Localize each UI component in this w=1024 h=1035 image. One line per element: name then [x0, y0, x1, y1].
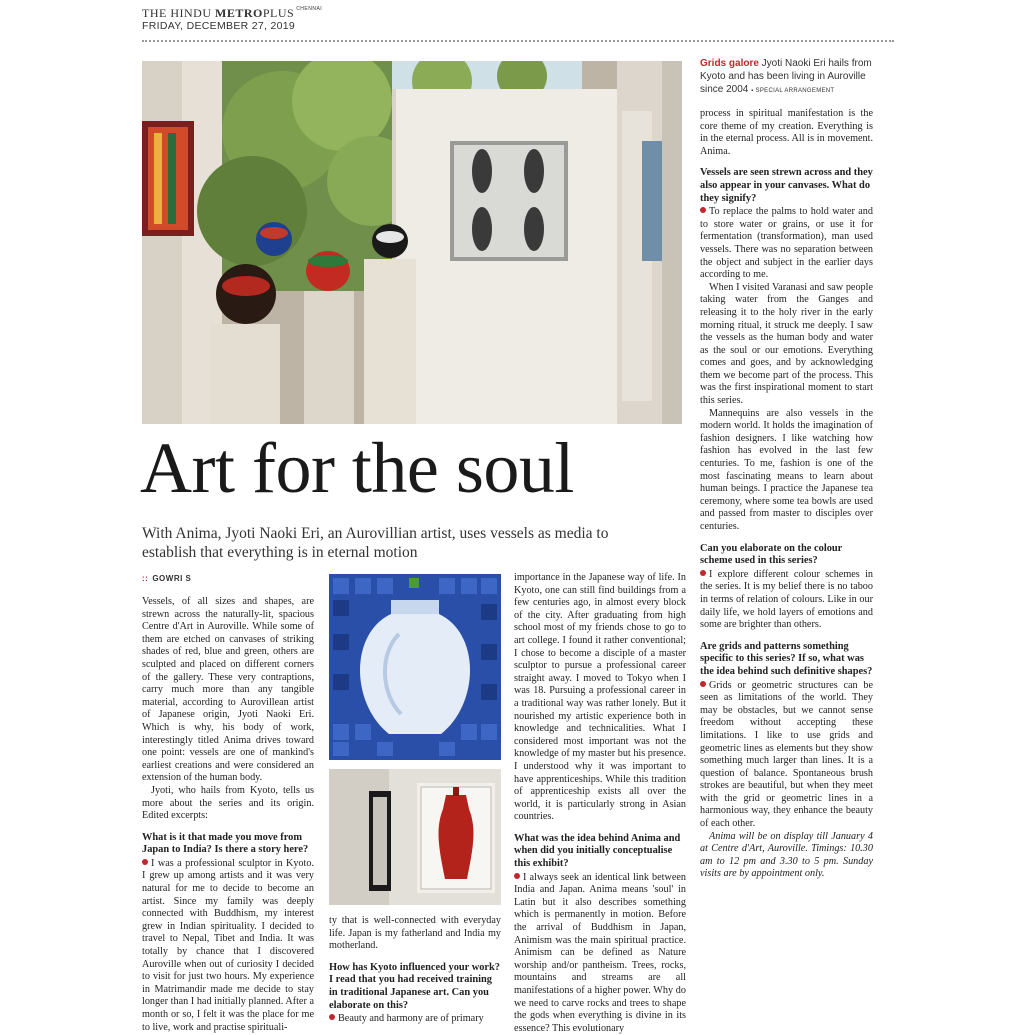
byline-author: GOWRI S [152, 574, 192, 583]
answer-paragraph: I was a professional sculptor in Kyoto. I grew up among artists and it was very natural for me to decide to become an artist. Since my family was deeply connected with Buddhism, my interest grew in Indian spirituality. I decided to travel to Nepal, Tibet and India. It was totally by chance that I discovered Auroville when out of curiosity I decided to visit for just two hours. My experience in Matrimandir made me decide to stay longer than I had initially planned. After a month or so, I felt it was the place for me to live, work and practise spirituali- [142, 857, 314, 1033]
bullet-icon [514, 873, 520, 879]
byline: :: GOWRI S [142, 574, 192, 583]
blue-vessel-painting [329, 574, 501, 760]
masthead-divider [142, 40, 894, 42]
question-heading: Vessels are seen strewn across and they also appear in your canvases. What do they signify? [700, 167, 873, 204]
bullet-icon [700, 207, 706, 213]
section-name: METRO [215, 6, 263, 20]
paragraph: ty that is well-connected with everyday life. Japan is my fatherland and India my motherland. [329, 915, 501, 952]
article-column-2 [329, 915, 501, 1026]
dateline: FRIDAY, DECEMBER 27, 2019 [142, 20, 296, 32]
photo-caption [700, 57, 880, 98]
gallery-mannequin-illustration [329, 769, 501, 905]
bullet-icon [329, 1014, 335, 1020]
question-heading: What was the idea behind Anima and when did you initially conceptualise this exhibit? [514, 832, 681, 870]
section-name-light: PLUS [262, 6, 295, 20]
paragraph: Jyoti, who hails from Kyoto, tells us more about the series and its origin. Edited excerpts: [142, 784, 314, 822]
article-column-4 [700, 108, 873, 881]
gallery-photo [142, 61, 682, 424]
question-heading: Are grids and patterns something specific to this series? If so, what was the idea behind such definitive shapes? [700, 640, 873, 677]
edition-label: CHENNAI [296, 6, 323, 12]
article-column-3 [514, 572, 686, 1035]
exhibit-info-note: Anima will be on display till January 4 at Centre d'Art, Auroville. Timings: 10.30 am to 12 pm and 3.30 to 5 pm. Sunday visits are by appointment only. [700, 830, 873, 880]
paragraph: Mannequins are also vessels in the modern world. It holds the imagination of fashion designers. I like watching how fashion has evolved in the last few centuries. To me, fashion is one of the most fascinating means to learn about human beings. I practice the Japanese tea ceremony, where some tea bowls are used and passed from master to disciples over centuries. [700, 407, 873, 532]
bullet-icon [142, 859, 148, 865]
standfirst: With Anima, Jyoti Naoki Eri, an Aurovillian artist, uses vessels as media to establish that everything is in eternal motion [142, 525, 609, 561]
blue-vessel-painting-illustration [329, 574, 501, 760]
bullet-icon [700, 681, 706, 687]
paper-name: THE HINDU [142, 6, 212, 20]
paragraph: Vessels, of all sizes and shapes, are strewn across the naturally-lit, spacious Centre d'Art in Auroville. While some of them are etched on canvases of striking shades of red, blue and green, others are sculpted and placed on different corners of the gallery. These very contraptions, carry much more than any tangible material, according to Aurovillean artist of Japanese origin, Jyoti Naoki Eri. Which is why, his body of work, interestingly titled Anima drives toward one point: vessels are one of mankind's earliest creations and were considered an extension of the human body. [142, 596, 314, 784]
headline: Art for the soul [140, 428, 574, 508]
paragraph: importance in the Japanese way of life. In Kyoto, one can still find buildings from a few centuries ago, in almost every block of the city. After graduating from high school most of my friends chose to go to art college. I found it rather conventional; I chose to become a disciple of a master sculptor to pursue a professional career straight away. I moved to Tokyo when I was 18. Pursuing a professional career in a traditional way was rather lonely. But it nourished my artistic experience both in knowledge and technicalities. What I considered most important was not the knowledge of my master but his presence. I understood why it was important to have apprenticeships. While this tradition of apprenticeship exists all over the world, it is particularly strong in Asian countries. [514, 572, 686, 823]
paragraph: process in spiritual manifestation is the core theme of my creation. Everything is in the eternal process. All is in movement. Anima. [700, 108, 873, 157]
caption-kicker: Grids galore [700, 58, 759, 69]
question-heading: How has Kyoto influenced your work? I read that you had received training in traditional Japanese art. Can you elaborate on this? [329, 961, 500, 1011]
gallery-mannequin-photo [329, 769, 501, 905]
question-heading: What is it that made you move from Japan to India? Is there a story here? [142, 831, 309, 856]
photo-credit: ▪ SPECIAL ARRANGEMENT [751, 88, 835, 94]
paragraph: When I visited Varanasi and saw people taking water from the Ganges and releasing it to the holy river in the early morning ritual, it struck me deeply. I saw the vessels as the human body and water as the soul or our emotions. Everything comes and goes, and by acknowledging them we become part of the process. This was the first inspirational moment to start this series. [700, 281, 873, 407]
caption-text: Jyoti Naoki Eri hails from Kyoto and has been living in Auroville since 2004 [700, 58, 872, 95]
article-column-1 [142, 596, 314, 1034]
bullet-icon [700, 570, 706, 576]
masthead [142, 6, 322, 21]
answer-paragraph: I always seek an identical link between India and Japan. Anima means 'soul' in Latin but it also describes something which is permanently in motion. Before the arrival of Buddhism in Japan, Animism was the main spiritual practice. Animism can be defined as Nature worship and/or pantheism. Trees, rocks, mountains and streams are all manifestations of a higher power. Why do we need to carve rocks and trees to shape the gods when everything is divine in its essence? This evolutionary [514, 871, 686, 1034]
question-heading: Can you elaborate on the colour scheme used in this series? [700, 542, 843, 567]
answer-paragraph: Grids or geometric structures can be seen as limitations of the world. They may be obstacles, but we cannot sense freedom without accepting these limitations. I like to use grids and geometric lines as elements but they show something much larger than lines. It is a question of balance. Spontaneous brush strokes are beautiful, but when they meet with the grid or geometric lines in a harmonious way, they enhance the beauty of each other. [700, 679, 873, 830]
answer-paragraph: To replace the palms to hold water and to store water or grains, or use it for fermentation (transformation), man used vessels. There was no separation between the object and subject in the earlier days according to me. [700, 206, 873, 281]
answer-paragraph: I explore different colour schemes in the series. It is my belief there is no taboo in terms of relation of colours. Like in our daily life, we hold layers of emotions and some are brighter than others. [700, 568, 873, 631]
answer-paragraph: Beauty and harmony are of primary [329, 1013, 501, 1026]
gallery-photo-illustration [142, 61, 682, 424]
